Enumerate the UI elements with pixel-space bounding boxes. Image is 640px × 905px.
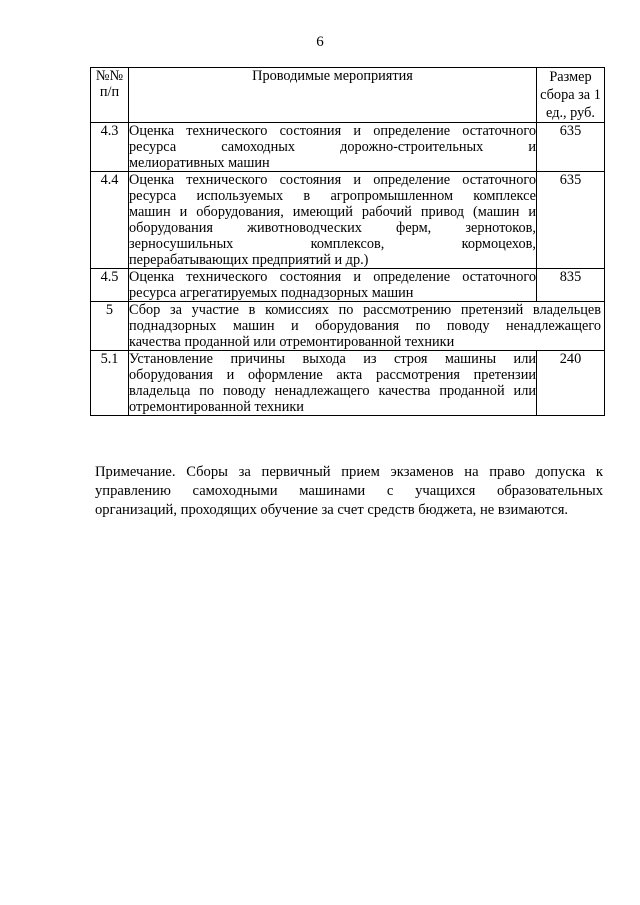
header-event: Проводимые мероприятия [129,68,537,123]
description-line: поднадзорных машин и оборудования по поводу ненадлежащего [129,318,601,334]
row-number: 4.3 [91,123,129,172]
table-header-row [91,68,605,123]
row-number: 4.4 [91,172,129,269]
description-line: зерносушильных комплексов, кормоцехов, [129,236,536,252]
row-number: 5 [91,302,129,351]
description-line: перерабатывающих предприятий и др.) [129,252,369,268]
description-line: Оценка технического состояния и определение остаточного [129,269,536,285]
table-row [91,269,605,302]
table-body [91,123,605,416]
table-row [91,351,605,416]
row-number: 4.5 [91,269,129,302]
footnote [95,463,603,520]
page-number: 6 [316,34,324,50]
description-line: машин и оборудования, имеющий рабочий привод (машин и [129,204,536,220]
table-row [91,172,605,269]
row-fee: 635 [537,172,605,269]
description-line: отремонтированной техники [129,399,304,415]
row-fee: 240 [537,351,605,416]
row-description [129,351,537,416]
header-fee: Размер сбора за 1 ед., руб. [537,68,605,123]
description-line: Установление причины выхода из строя машины или [129,351,536,367]
description-line: оборудования животноводческих ферм, зернотоков, [129,220,536,236]
description-line: Сбор за участие в комиссиях по рассмотрению претензий владельцев [129,302,601,318]
footnote-line: организаций, проходящих обучение за счет средств бюджета, не взимаются. [95,502,569,518]
description-line: владельца по поводу ненадлежащего качества проданной или [129,383,536,399]
description-line: Оценка технического состояния и определение остаточного [129,123,536,139]
header-number: №№ п/п [91,68,129,123]
row-description [129,269,537,302]
description-line: качества проданной или отремонтированной техники [129,334,455,350]
fees-table [90,67,605,416]
description-line: ресурса самоходных дорожно-строительных и [129,139,536,155]
footnote-line: Примечание. Сборы за первичный прием экзаменов на право допуска к [95,464,603,480]
row-description [129,123,537,172]
row-description [129,302,605,351]
table-row [91,123,605,172]
row-fee: 635 [537,123,605,172]
row-description [129,172,537,269]
footnote-line: управлению самоходными машинами с учащихся образовательных [95,483,603,499]
description-line: оборудования и оформление акта рассмотрения претензии [129,367,536,383]
table-row [91,302,605,351]
row-fee: 835 [537,269,605,302]
description-line: мелиоративных машин [129,155,270,171]
row-number: 5.1 [91,351,129,416]
description-line: ресурса используемых в агропромышленном комплексе [129,188,536,204]
description-line: Оценка технического состояния и определение остаточного [129,172,536,188]
description-line: ресурса агрегатируемых поднадзорных машин [129,285,414,301]
